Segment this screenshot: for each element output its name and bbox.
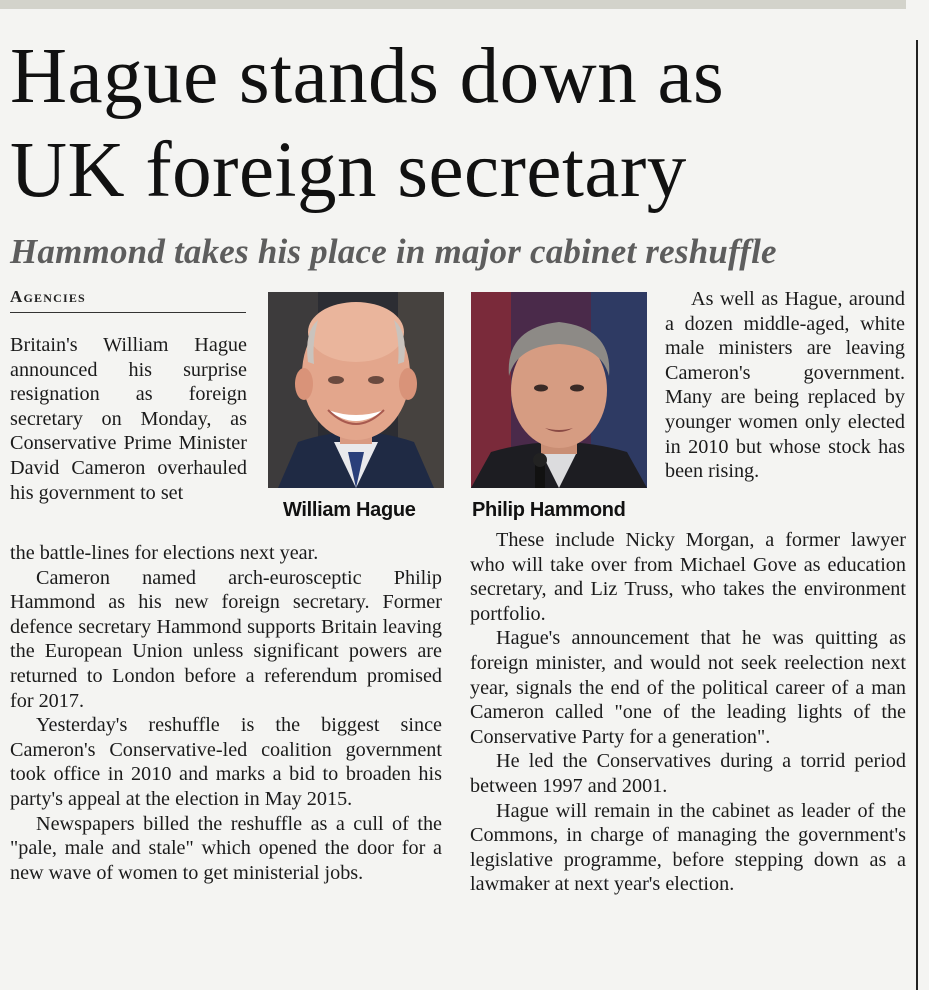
paragraph: He led the Conservatives during a torrid period between 1997 and 2001. bbox=[470, 750, 906, 797]
paragraph: Yesterday's reshuffle is the biggest since Cameron's Conservative-led coalition government took office in 2010 and marks a bid to broaden his party's appeal at the election in May 2015. bbox=[10, 714, 442, 810]
column-2 bbox=[470, 528, 906, 897]
byline: Agencies bbox=[10, 287, 246, 313]
paragraph: These include Nicky Morgan, a former lawyer who will take over from Michael Gove as education secretary, and Liz Truss, who takes the environment portfolio. bbox=[470, 529, 906, 625]
intro-paragraph: Britain's William Hague announced his surprise resignation as foreign secretary on Monday, as Conservative Prime Minister David Cameron overhauled his government to set bbox=[10, 334, 247, 504]
paragraph: Hague will remain in the cabinet as leader of the Commons, in charge of managing the government's legislative programme, before stepping down as a lawmaker at next year's election. bbox=[470, 799, 906, 896]
paragraph: Cameron named arch-eurosceptic Philip Hammond as his new foreign secretary. Former defence secretary Hammond supports Britain leaving the European Union unless significant powers are returned to London before a referendum promised for 2017. bbox=[10, 566, 442, 712]
column-1 bbox=[10, 541, 442, 885]
intro-paragraph: As well as Hague, around a dozen middle-aged, white male ministers are leaving Cameron's government. Many are being replaced by younger women only elected in 2010 but whose stock has been rising. bbox=[665, 288, 905, 483]
paragraph: the battle-lines for elections next year. bbox=[10, 542, 319, 564]
top-border bbox=[0, 0, 906, 9]
photo-caption-hague: William Hague bbox=[283, 499, 416, 521]
photo-caption-hammond: Philip Hammond bbox=[472, 499, 626, 521]
column-1-intro bbox=[10, 333, 247, 505]
subheadline: Hammond takes his place in major cabinet reshuffle bbox=[10, 232, 777, 271]
headline-line-1: Hague stands down as bbox=[10, 33, 725, 120]
paragraph: Hague's announcement that he was quitting as foreign minister, and would not seek reelection next year, signals the end of the political career of a man Cameron called "one of the leading lights of the Conservative Party for a generation". bbox=[470, 627, 906, 748]
headline bbox=[10, 30, 910, 218]
photo-william-hague bbox=[268, 292, 444, 488]
photo-philip-hammond bbox=[471, 292, 647, 488]
column-rule bbox=[916, 40, 918, 990]
headline-line-2: UK foreign secretary bbox=[10, 127, 687, 214]
column-2-intro bbox=[665, 287, 905, 484]
paragraph: Newspapers billed the reshuffle as a cull of the "pale, male and stale" which opened the door for a new wave of women to get ministerial jobs. bbox=[10, 812, 442, 884]
